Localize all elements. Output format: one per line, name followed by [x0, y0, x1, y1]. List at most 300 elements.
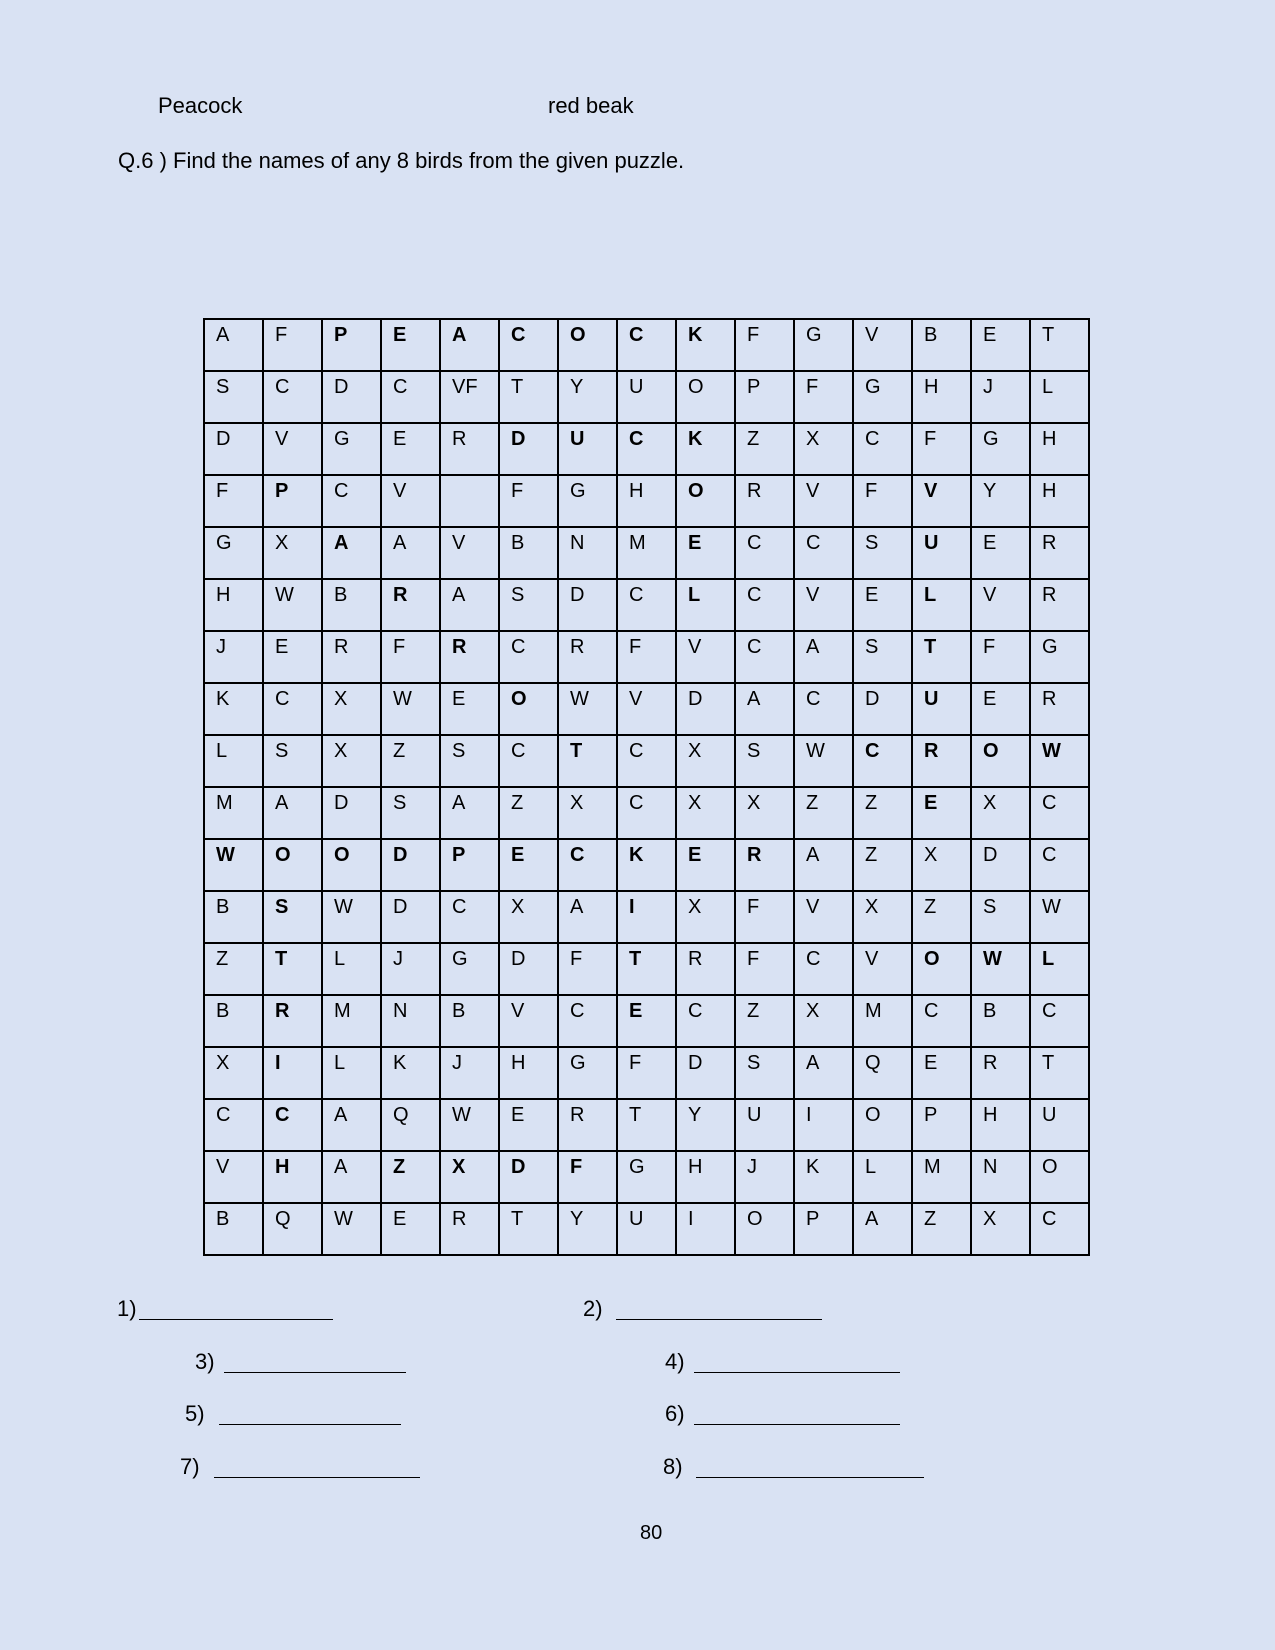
- question-text: Q.6 ) Find the names of any 8 birds from the given puzzle.: [118, 148, 685, 173]
- grid-cell[interactable]: J: [735, 1151, 794, 1203]
- grid-cell[interactable]: E: [853, 579, 912, 631]
- grid-cell[interactable]: C: [617, 735, 676, 787]
- grid-cell[interactable]: C: [794, 683, 853, 735]
- grid-cell[interactable]: H: [499, 1047, 558, 1099]
- answer-line[interactable]: [219, 1404, 401, 1425]
- grid-cell[interactable]: E: [263, 631, 322, 683]
- grid-cell[interactable]: U: [558, 423, 617, 475]
- grid-cell[interactable]: L: [676, 579, 735, 631]
- grid-cell[interactable]: V: [912, 475, 971, 527]
- grid-cell[interactable]: W: [558, 683, 617, 735]
- grid-cell[interactable]: K: [617, 839, 676, 891]
- grid-cell[interactable]: A: [794, 1047, 853, 1099]
- grid-cell[interactable]: L: [912, 579, 971, 631]
- grid-cell[interactable]: O: [1030, 1151, 1089, 1203]
- grid-cell[interactable]: C: [499, 631, 558, 683]
- grid-cell[interactable]: J: [204, 631, 263, 683]
- grid-cell[interactable]: S: [735, 735, 794, 787]
- grid-cell[interactable]: M: [617, 527, 676, 579]
- answer-blank-8[interactable]: [663, 1456, 924, 1478]
- grid-cell[interactable]: S: [263, 735, 322, 787]
- grid-row: [204, 1203, 1089, 1255]
- answer-line[interactable]: [224, 1352, 406, 1373]
- grid-cell[interactable]: R: [558, 1099, 617, 1151]
- grid-cell[interactable]: Q: [381, 1099, 440, 1151]
- grid-cell[interactable]: B: [204, 995, 263, 1047]
- grid-cell[interactable]: W: [381, 683, 440, 735]
- grid-cell[interactable]: G: [322, 423, 381, 475]
- grid-cell[interactable]: C: [499, 735, 558, 787]
- grid-cell[interactable]: Y: [558, 371, 617, 423]
- grid-cell[interactable]: M: [322, 995, 381, 1047]
- grid-row: [204, 787, 1089, 839]
- grid-cell[interactable]: I: [263, 1047, 322, 1099]
- grid-cell[interactable]: C: [617, 423, 676, 475]
- grid-cell[interactable]: H: [204, 579, 263, 631]
- grid-cell[interactable]: U: [912, 527, 971, 579]
- grid-cell[interactable]: Y: [558, 1203, 617, 1255]
- grid-cell[interactable]: D: [204, 423, 263, 475]
- grid-cell[interactable]: H: [617, 475, 676, 527]
- grid-cell[interactable]: P: [735, 371, 794, 423]
- grid-cell[interactable]: Z: [735, 995, 794, 1047]
- grid-cell[interactable]: S: [853, 631, 912, 683]
- grid-cell[interactable]: R: [263, 995, 322, 1047]
- grid-cell[interactable]: D: [971, 839, 1030, 891]
- grid-cell[interactable]: R: [676, 943, 735, 995]
- answer-blank-5[interactable]: [185, 1403, 401, 1425]
- grid-cell[interactable]: X: [499, 891, 558, 943]
- grid-cell[interactable]: Z: [381, 735, 440, 787]
- grid-cell[interactable]: X: [676, 735, 735, 787]
- grid-cell[interactable]: G: [617, 1151, 676, 1203]
- grid-cell[interactable]: B: [204, 891, 263, 943]
- grid-cell[interactable]: K: [676, 319, 735, 371]
- grid-cell[interactable]: F: [912, 423, 971, 475]
- grid-cell[interactable]: Q: [853, 1047, 912, 1099]
- grid-cell[interactable]: Z: [912, 891, 971, 943]
- grid-cell[interactable]: D: [499, 423, 558, 475]
- grid-cell[interactable]: C: [1030, 787, 1089, 839]
- top-word-left: Peacock: [158, 93, 243, 118]
- grid-cell[interactable]: C: [617, 579, 676, 631]
- answer-line[interactable]: [214, 1457, 420, 1478]
- grid-cell[interactable]: G: [558, 1047, 617, 1099]
- grid-cell[interactable]: V: [794, 579, 853, 631]
- grid-cell[interactable]: F: [381, 631, 440, 683]
- answer-line[interactable]: [139, 1299, 333, 1320]
- grid-cell[interactable]: M: [912, 1151, 971, 1203]
- answer-blank-1[interactable]: [117, 1298, 333, 1320]
- answer-blank-4[interactable]: [665, 1351, 900, 1373]
- grid-cell[interactable]: C: [794, 943, 853, 995]
- grid-cell[interactable]: C: [558, 839, 617, 891]
- grid-cell[interactable]: V: [617, 683, 676, 735]
- grid-cell[interactable]: S: [263, 891, 322, 943]
- answer-line[interactable]: [694, 1404, 900, 1425]
- grid-cell[interactable]: F: [735, 319, 794, 371]
- grid-cell[interactable]: N: [971, 1151, 1030, 1203]
- grid-cell[interactable]: E: [381, 423, 440, 475]
- grid-cell[interactable]: W: [263, 579, 322, 631]
- grid-cell[interactable]: I: [617, 891, 676, 943]
- grid-cell[interactable]: D: [322, 787, 381, 839]
- grid-cell[interactable]: T: [499, 371, 558, 423]
- grid-cell[interactable]: E: [676, 527, 735, 579]
- grid-cell[interactable]: X: [322, 735, 381, 787]
- grid-cell[interactable]: Z: [912, 1203, 971, 1255]
- grid-cell[interactable]: N: [558, 527, 617, 579]
- grid-cell[interactable]: C: [853, 735, 912, 787]
- grid-cell[interactable]: S: [440, 735, 499, 787]
- grid-row: [204, 371, 1089, 423]
- grid-cell[interactable]: X: [971, 787, 1030, 839]
- grid-cell[interactable]: X: [794, 423, 853, 475]
- grid-cell[interactable]: Z: [735, 423, 794, 475]
- grid-cell[interactable]: R: [440, 631, 499, 683]
- grid-cell[interactable]: F: [617, 631, 676, 683]
- grid-cell[interactable]: R: [1030, 527, 1089, 579]
- grid-cell[interactable]: O: [853, 1099, 912, 1151]
- grid-cell[interactable]: Z: [794, 787, 853, 839]
- grid-cell[interactable]: S: [971, 891, 1030, 943]
- grid-cell[interactable]: V: [676, 631, 735, 683]
- grid-cell[interactable]: O: [499, 683, 558, 735]
- grid-cell[interactable]: E: [381, 319, 440, 371]
- grid-cell[interactable]: G: [794, 319, 853, 371]
- grid-cell[interactable]: O: [912, 943, 971, 995]
- grid-cell[interactable]: W: [1030, 891, 1089, 943]
- grid-cell[interactable]: Z: [853, 787, 912, 839]
- grid-cell[interactable]: D: [558, 579, 617, 631]
- answer-blank-7[interactable]: [180, 1456, 420, 1478]
- top-word-right: red beak: [548, 93, 634, 118]
- grid-cell[interactable]: C: [617, 787, 676, 839]
- grid-cell[interactable]: R: [1030, 579, 1089, 631]
- grid-cell[interactable]: C: [1030, 995, 1089, 1047]
- grid-cell[interactable]: R: [1030, 683, 1089, 735]
- answer-blank-6[interactable]: [665, 1403, 900, 1425]
- grid-cell[interactable]: H: [912, 371, 971, 423]
- grid-cell[interactable]: F: [617, 1047, 676, 1099]
- grid-cell[interactable]: P: [322, 319, 381, 371]
- grid-cell[interactable]: E: [381, 1203, 440, 1255]
- grid-cell[interactable]: C: [912, 995, 971, 1047]
- answer-number: 1): [117, 1296, 137, 1321]
- grid-cell[interactable]: V: [381, 475, 440, 527]
- grid-cell[interactable]: D: [499, 1151, 558, 1203]
- grid-cell[interactable]: A: [381, 527, 440, 579]
- grid-cell[interactable]: T: [499, 1203, 558, 1255]
- grid-cell[interactable]: S: [853, 527, 912, 579]
- grid-cell[interactable]: F: [794, 371, 853, 423]
- grid-cell[interactable]: A: [440, 787, 499, 839]
- grid-cell[interactable]: W: [971, 943, 1030, 995]
- grid-cell[interactable]: X: [263, 527, 322, 579]
- grid-cell[interactable]: X: [676, 891, 735, 943]
- grid-cell[interactable]: X: [971, 1203, 1030, 1255]
- grid-cell[interactable]: X: [853, 891, 912, 943]
- grid-cell[interactable]: O: [735, 1203, 794, 1255]
- grid-cell[interactable]: C: [558, 995, 617, 1047]
- grid-cell[interactable]: B: [322, 579, 381, 631]
- grid-cell[interactable]: O: [558, 319, 617, 371]
- grid-cell[interactable]: X: [794, 995, 853, 1047]
- grid-cell[interactable]: O: [676, 371, 735, 423]
- grid-cell[interactable]: R: [440, 1203, 499, 1255]
- grid-cell[interactable]: A: [263, 787, 322, 839]
- grid-cell[interactable]: B: [499, 527, 558, 579]
- grid-cell[interactable]: R: [440, 423, 499, 475]
- grid-cell[interactable]: V: [263, 423, 322, 475]
- grid-cell[interactable]: R: [912, 735, 971, 787]
- grid-row: [204, 995, 1089, 1047]
- grid-cell[interactable]: B: [971, 995, 1030, 1047]
- grid-cell[interactable]: A: [440, 319, 499, 371]
- grid-cell[interactable]: D: [853, 683, 912, 735]
- grid-cell[interactable]: A: [794, 631, 853, 683]
- grid-cell[interactable]: E: [617, 995, 676, 1047]
- grid-cell[interactable]: E: [971, 319, 1030, 371]
- grid-cell[interactable]: C: [676, 995, 735, 1047]
- grid-cell[interactable]: V: [853, 943, 912, 995]
- grid-cell[interactable]: C: [735, 579, 794, 631]
- grid-cell[interactable]: C: [1030, 839, 1089, 891]
- grid-cell[interactable]: C: [499, 319, 558, 371]
- grid-cell[interactable]: C: [204, 1099, 263, 1151]
- grid-cell[interactable]: K: [204, 683, 263, 735]
- grid-cell[interactable]: L: [1030, 371, 1089, 423]
- grid-cell[interactable]: C: [794, 527, 853, 579]
- grid-cell[interactable]: O: [263, 839, 322, 891]
- grid-cell[interactable]: S: [499, 579, 558, 631]
- grid-cell[interactable]: U: [617, 1203, 676, 1255]
- grid-cell[interactable]: U: [912, 683, 971, 735]
- grid-cell[interactable]: X: [912, 839, 971, 891]
- grid-cell[interactable]: D: [676, 683, 735, 735]
- grid-cell[interactable]: F: [558, 1151, 617, 1203]
- grid-cell[interactable]: T: [912, 631, 971, 683]
- grid-cell[interactable]: D: [381, 839, 440, 891]
- grid-cell[interactable]: W: [794, 735, 853, 787]
- answer-line[interactable]: [696, 1457, 924, 1478]
- grid-cell[interactable]: E: [676, 839, 735, 891]
- grid-cell[interactable]: A: [322, 1151, 381, 1203]
- grid-cell[interactable]: C: [735, 631, 794, 683]
- grid-cell[interactable]: C: [853, 423, 912, 475]
- grid-cell[interactable]: H: [971, 1099, 1030, 1151]
- grid-cell[interactable]: E: [499, 839, 558, 891]
- word-search-grid: [203, 318, 1090, 1256]
- grid-cell[interactable]: C: [263, 371, 322, 423]
- grid-cell[interactable]: O: [971, 735, 1030, 787]
- grid-cell[interactable]: C: [440, 891, 499, 943]
- grid-cell[interactable]: W: [440, 1099, 499, 1151]
- grid-cell[interactable]: J: [440, 1047, 499, 1099]
- answer-blank-3[interactable]: [195, 1351, 406, 1373]
- grid-cell[interactable]: R: [558, 631, 617, 683]
- grid-cell[interactable]: E: [912, 787, 971, 839]
- grid-cell[interactable]: F: [263, 319, 322, 371]
- grid-cell[interactable]: G: [558, 475, 617, 527]
- grid-cell[interactable]: L: [1030, 943, 1089, 995]
- grid-cell[interactable]: G: [204, 527, 263, 579]
- grid-cell[interactable]: M: [204, 787, 263, 839]
- grid-cell[interactable]: T: [617, 1099, 676, 1151]
- grid-cell[interactable]: Z: [204, 943, 263, 995]
- grid-cell[interactable]: L: [322, 943, 381, 995]
- grid-cell[interactable]: W: [204, 839, 263, 891]
- grid-cell[interactable]: Z: [381, 1151, 440, 1203]
- grid-cell[interactable]: A: [322, 527, 381, 579]
- grid-cell[interactable]: H: [1030, 423, 1089, 475]
- grid-cell[interactable]: K: [676, 423, 735, 475]
- grid-cell[interactable]: E: [912, 1047, 971, 1099]
- grid-cell[interactable]: Y: [971, 475, 1030, 527]
- grid-cell[interactable]: R: [322, 631, 381, 683]
- answer-line[interactable]: [616, 1299, 822, 1320]
- grid-cell[interactable]: V: [204, 1151, 263, 1203]
- grid-cell[interactable]: T: [617, 943, 676, 995]
- answer-number: 6): [665, 1401, 685, 1426]
- answer-blank-2[interactable]: [583, 1298, 822, 1320]
- grid-cell[interactable]: A: [853, 1203, 912, 1255]
- grid-cell[interactable]: F: [204, 475, 263, 527]
- grid-cell[interactable]: X: [440, 1151, 499, 1203]
- grid-cell[interactable]: M: [853, 995, 912, 1047]
- grid-cell[interactable]: A: [204, 319, 263, 371]
- grid-cell[interactable]: S: [735, 1047, 794, 1099]
- grid-cell[interactable]: T: [558, 735, 617, 787]
- grid-cell[interactable]: C: [263, 1099, 322, 1151]
- grid-row: [204, 1047, 1089, 1099]
- grid-row: [204, 1099, 1089, 1151]
- grid-cell[interactable]: L: [322, 1047, 381, 1099]
- grid-cell[interactable]: X: [322, 683, 381, 735]
- grid-cell[interactable]: Z: [499, 787, 558, 839]
- grid-cell[interactable]: D: [676, 1047, 735, 1099]
- grid-cell[interactable]: T: [1030, 319, 1089, 371]
- grid-cell[interactable]: A: [558, 891, 617, 943]
- grid-cell[interactable]: B: [912, 319, 971, 371]
- grid-cell[interactable]: C: [263, 683, 322, 735]
- grid-cell[interactable]: K: [794, 1151, 853, 1203]
- grid-cell[interactable]: [440, 475, 499, 527]
- grid-cell[interactable]: U: [617, 371, 676, 423]
- grid-cell[interactable]: K: [381, 1047, 440, 1099]
- grid-cell[interactable]: R: [381, 579, 440, 631]
- answer-line[interactable]: [694, 1352, 900, 1373]
- answer-number: 5): [185, 1401, 205, 1426]
- grid-cell[interactable]: X: [676, 787, 735, 839]
- grid-cell[interactable]: C: [735, 527, 794, 579]
- grid-cell[interactable]: C: [1030, 1203, 1089, 1255]
- grid-cell[interactable]: I: [676, 1203, 735, 1255]
- grid-cell[interactable]: A: [794, 839, 853, 891]
- grid-cell[interactable]: B: [204, 1203, 263, 1255]
- grid-cell[interactable]: E: [499, 1099, 558, 1151]
- grid-cell[interactable]: T: [1030, 1047, 1089, 1099]
- grid-cell[interactable]: B: [440, 995, 499, 1047]
- grid-cell[interactable]: C: [322, 475, 381, 527]
- grid-cell[interactable]: H: [1030, 475, 1089, 527]
- grid-cell[interactable]: Z: [853, 839, 912, 891]
- grid-cell[interactable]: VF: [440, 371, 499, 423]
- grid-cell[interactable]: T: [263, 943, 322, 995]
- grid-cell[interactable]: G: [1030, 631, 1089, 683]
- grid-cell[interactable]: V: [794, 891, 853, 943]
- grid-cell[interactable]: X: [735, 787, 794, 839]
- grid-cell[interactable]: P: [263, 475, 322, 527]
- grid-cell[interactable]: A: [322, 1099, 381, 1151]
- grid-cell[interactable]: N: [381, 995, 440, 1047]
- grid-cell[interactable]: F: [735, 943, 794, 995]
- grid-cell[interactable]: P: [440, 839, 499, 891]
- grid-cell[interactable]: O: [676, 475, 735, 527]
- grid-cell[interactable]: L: [204, 735, 263, 787]
- grid-cell[interactable]: F: [853, 475, 912, 527]
- grid-cell[interactable]: R: [735, 475, 794, 527]
- grid-cell[interactable]: W: [322, 891, 381, 943]
- grid-cell[interactable]: V: [440, 527, 499, 579]
- grid-cell[interactable]: P: [794, 1203, 853, 1255]
- grid-cell[interactable]: W: [1030, 735, 1089, 787]
- grid-cell[interactable]: V: [499, 995, 558, 1047]
- grid-cell[interactable]: L: [853, 1151, 912, 1203]
- grid-cell[interactable]: S: [204, 371, 263, 423]
- grid-cell[interactable]: E: [971, 683, 1030, 735]
- grid-cell[interactable]: H: [676, 1151, 735, 1203]
- grid-cell[interactable]: Q: [263, 1203, 322, 1255]
- grid-cell[interactable]: V: [853, 319, 912, 371]
- grid-cell[interactable]: E: [440, 683, 499, 735]
- grid-cell[interactable]: A: [735, 683, 794, 735]
- grid-cell[interactable]: S: [381, 787, 440, 839]
- grid-cell[interactable]: R: [735, 839, 794, 891]
- grid-cell[interactable]: J: [971, 371, 1030, 423]
- grid-cell[interactable]: R: [971, 1047, 1030, 1099]
- grid-cell[interactable]: F: [735, 891, 794, 943]
- grid-cell[interactable]: C: [617, 319, 676, 371]
- grid-cell[interactable]: W: [322, 1203, 381, 1255]
- grid-cell[interactable]: F: [558, 943, 617, 995]
- grid-cell[interactable]: G: [440, 943, 499, 995]
- grid-cell[interactable]: H: [263, 1151, 322, 1203]
- answer-number: 2): [583, 1296, 603, 1321]
- grid-cell[interactable]: E: [971, 527, 1030, 579]
- grid-cell[interactable]: A: [440, 579, 499, 631]
- grid-cell[interactable]: O: [322, 839, 381, 891]
- grid-cell[interactable]: G: [853, 371, 912, 423]
- grid-cell[interactable]: U: [1030, 1099, 1089, 1151]
- grid-cell[interactable]: J: [381, 943, 440, 995]
- grid-cell[interactable]: I: [794, 1099, 853, 1151]
- grid-cell[interactable]: X: [204, 1047, 263, 1099]
- grid-cell[interactable]: F: [971, 631, 1030, 683]
- grid-cell[interactable]: P: [912, 1099, 971, 1151]
- grid-cell[interactable]: D: [322, 371, 381, 423]
- grid-cell[interactable]: F: [499, 475, 558, 527]
- grid-cell[interactable]: X: [558, 787, 617, 839]
- grid-cell[interactable]: G: [971, 423, 1030, 475]
- grid-cell[interactable]: Y: [676, 1099, 735, 1151]
- grid-cell[interactable]: C: [381, 371, 440, 423]
- grid-cell[interactable]: D: [499, 943, 558, 995]
- grid-cell[interactable]: D: [381, 891, 440, 943]
- grid-cell[interactable]: V: [971, 579, 1030, 631]
- grid-cell[interactable]: V: [794, 475, 853, 527]
- grid-cell[interactable]: U: [735, 1099, 794, 1151]
